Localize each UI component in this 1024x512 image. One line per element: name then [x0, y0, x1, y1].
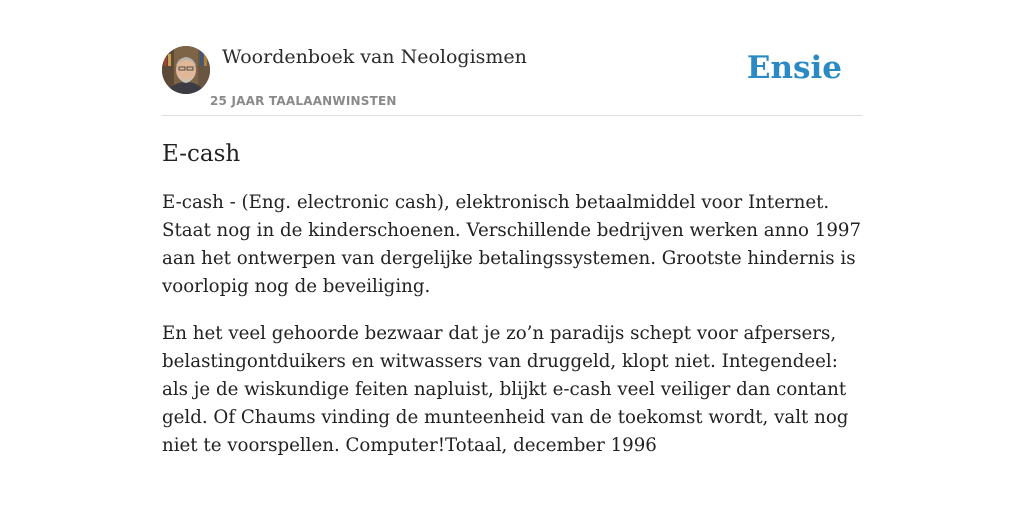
- entry-paragraph: En het veel gehoorde bezwaar dat je zo’n paradijs schept voor afpersers, belastingontduikers en witwassers van druggeld, klopt niet. Integendeel: als je de wiskundige feiten napluist, blijkt e-cash veel veiliger dan contant geld. Of Chaums vinding de munteenheid van de toekomst wordt, valt nog niet te voorspellen. Computer!Totaal, december 1996: [162, 323, 849, 456]
- entry-body: [162, 189, 862, 460]
- site-header: [162, 44, 862, 116]
- brand-logo[interactable]: Ensie: [746, 50, 842, 86]
- avatar-icon: [162, 46, 210, 94]
- site-title[interactable]: Woordenboek van Neologismen: [222, 46, 527, 68]
- site-subtitle: 25 JAAR TAALAANWINSTEN: [210, 94, 397, 108]
- page-container: [162, 44, 862, 460]
- entry-paragraph: E-cash - (Eng. electronic cash), elektronisch betaalmiddel voor Internet. Staat nog in de kinderschoenen. Verschillende bedrijven werken anno 1997 aan het ontwerpen van dergelijke betalingssystemen. Grootste hindernis is voorlopig nog de beveiliging.: [162, 192, 862, 297]
- entry-title: E-cash: [162, 141, 241, 167]
- author-avatar[interactable]: [162, 46, 210, 94]
